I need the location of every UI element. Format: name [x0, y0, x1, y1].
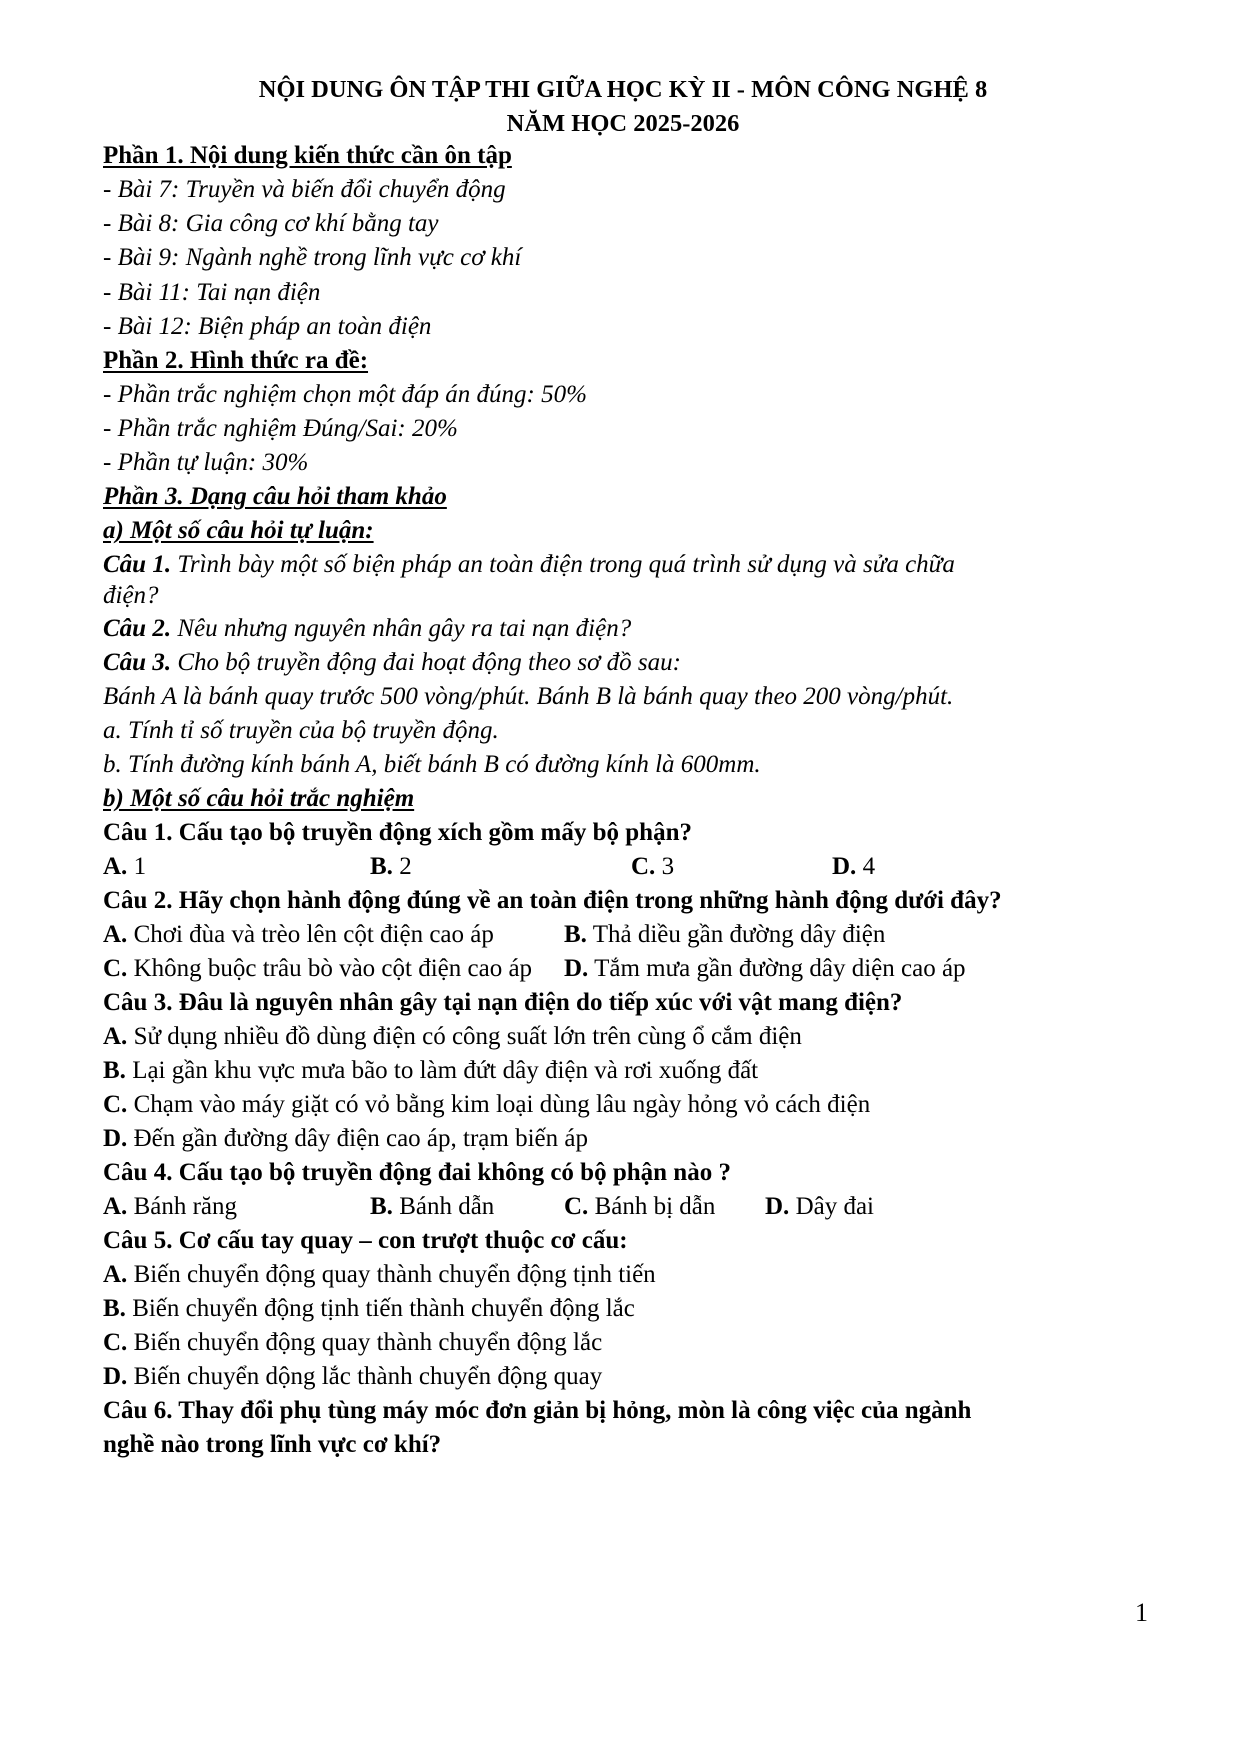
mcq-option: C. Không buộc trâu bò vào cột điện cao áp: [103, 955, 533, 982]
mcq-option: D. Dây đai: [765, 1193, 875, 1220]
mcq-option: C. 3: [631, 853, 675, 880]
question-label: Câu 3.: [103, 649, 172, 676]
part1-heading: Phần 1. Nội dung kiến thức cần ôn tập: [103, 142, 512, 169]
page-number: 1: [1135, 1598, 1148, 1627]
mcq-question-5: Câu 5. Cơ cấu tay quay – con trượt thuộc cơ cấu:: [103, 1227, 628, 1254]
essay-question-3-line2: Bánh A là bánh quay trước 500 vòng/phút. Bánh B là bánh quay theo 200 vòng/phút.: [103, 683, 954, 710]
document-subtitle: NĂM HỌC 2025-2026: [506, 110, 740, 137]
mcq-option: A. Sử dụng nhiều đồ dùng điện có công suất lớn trên cùng ổ cắm điện: [103, 1023, 802, 1050]
mcq-option: B. Biến chuyển động tịnh tiến thành chuyển động lắc: [103, 1295, 635, 1322]
part1-item: - Bài 7: Truyền và biến đổi chuyển động: [103, 176, 506, 203]
essay-question-3-a: a. Tính tỉ số truyền của bộ truyền động.: [103, 717, 499, 744]
mcq-option: A. 1: [103, 853, 147, 880]
mcq-option: C. Biến chuyển động quay thành chuyển động lắc: [103, 1329, 603, 1356]
mcq-option: A. Chơi đùa và trèo lên cột điện cao áp: [103, 921, 494, 948]
essay-heading: a) Một số câu hỏi tự luận:: [103, 517, 374, 544]
document-title: NỘI DUNG ÔN TẬP THI GIỮA HỌC KỲ II - MÔN CÔNG NGHỆ 8: [258, 76, 988, 103]
mcq-option: A. Bánh răng: [103, 1193, 238, 1220]
question-label: Câu 2.: [103, 615, 172, 642]
mcq-option: C. Chạm vào máy giặt có vỏ bằng kim loại dùng lâu ngày hỏng vỏ cách điện: [103, 1091, 871, 1118]
part2-item: - Phần trắc nghiệm chọn một đáp án đúng: 50%: [103, 381, 587, 408]
question-label: Câu 1.: [103, 551, 172, 578]
mcq-option: D. 4: [832, 853, 876, 880]
mcq-option: B. 2: [370, 853, 412, 880]
mcq-question-1: Câu 1. Cấu tạo bộ truyền động xích gồm mấy bộ phận?: [103, 819, 692, 846]
mcq-question-6-cont: nghề nào trong lĩnh vực cơ khí?: [103, 1431, 442, 1458]
part2-item: - Phần trắc nghiệm Đúng/Sai: 20%: [103, 415, 458, 442]
part1-item: - Bài 9: Ngành nghề trong lĩnh vực cơ khí: [103, 244, 522, 271]
mcq-option: D. Tắm mưa gần đường dây diện cao áp: [564, 955, 966, 982]
mcq-option: D. Biến chuyển dộng lắc thành chuyển động quay: [103, 1363, 603, 1390]
question-text: Trình bày một số biện pháp an toàn điện trong quá trình sử dụng và sửa chữa: [171, 551, 955, 578]
essay-question-3-b: b. Tính đường kính bánh A, biết bánh B có đường kính là 600mm.: [103, 751, 761, 778]
essay-question-3: [103, 650, 681, 675]
question-text: Nêu nhưng nguyên nhân gây ra tai nạn điện?: [171, 615, 632, 642]
essay-question-2: [103, 616, 631, 641]
mcq-option: B. Lại gần khu vực mưa bão to làm đứt dây điện và rơi xuống đất: [103, 1057, 759, 1084]
mcq-question-2: Câu 2. Hãy chọn hành động đúng về an toàn điện trong những hành động dưới đây?: [103, 887, 1002, 914]
part1-item: - Bài 8: Gia công cơ khí bằng tay: [103, 210, 439, 237]
essay-question-1-cont: điện?: [103, 582, 159, 609]
part2-heading: Phần 2. Hình thức ra đề:: [103, 347, 369, 374]
mcq-option: B. Thả diều gần đường dây điện: [564, 921, 886, 948]
part1-item: - Bài 11: Tai nạn điện: [103, 279, 321, 306]
mcq-heading: b) Một số câu hỏi trắc nghiệm: [103, 785, 415, 812]
mcq-option: A. Biến chuyển động quay thành chuyển động tịnh tiến: [103, 1261, 656, 1288]
mcq-question-6: Câu 6. Thay đổi phụ tùng máy móc đơn giản bị hỏng, mòn là công việc của ngành: [103, 1397, 972, 1424]
part3-heading: Phần 3. Dạng câu hỏi tham khảo: [103, 483, 447, 510]
mcq-option: C. Bánh bị dẫn: [564, 1193, 716, 1220]
part1-item: - Bài 12: Biện pháp an toàn điện: [103, 313, 432, 340]
part2-item: - Phần tự luận: 30%: [103, 449, 309, 476]
mcq-question-4: Câu 4. Cấu tạo bộ truyền động đai không có bộ phận nào ?: [103, 1159, 731, 1186]
essay-question-1: [103, 552, 955, 577]
mcq-question-3: Câu 3. Đâu là nguyên nhân gây tại nạn điện do tiếp xúc với vật mang điện?: [103, 989, 903, 1016]
mcq-option: B. Bánh dẫn: [370, 1193, 495, 1220]
mcq-option: D. Đến gần đường dây điện cao áp, trạm biến áp: [103, 1125, 588, 1152]
question-text: Cho bộ truyền động đai hoạt động theo sơ đồ sau:: [171, 649, 681, 676]
